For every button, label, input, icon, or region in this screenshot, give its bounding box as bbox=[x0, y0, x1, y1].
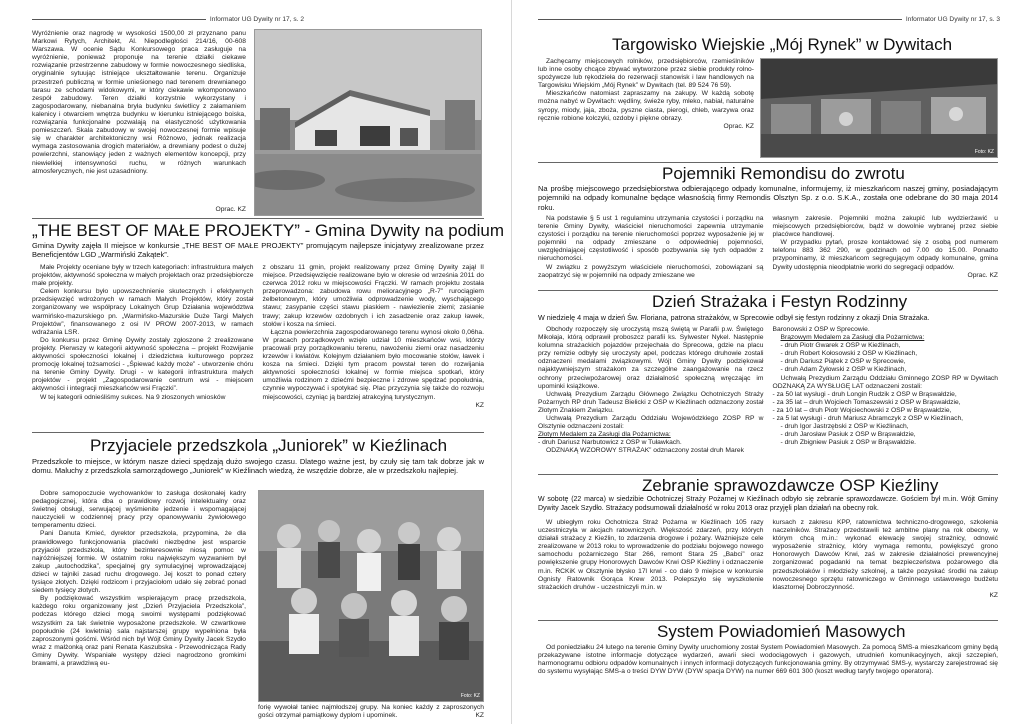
juniorek-title: Przyjaciele przedszkola „Juniorek” w Kieźlinach bbox=[90, 436, 448, 455]
remondis-paragraph: Na podstawie § 5 ust 1 regulaminu utrzymania czystości i porządku na terenie Gminy Dywity, właściciel nieruchomości zapewnia utrzymanie czystości i porządku na terenie nieruchomości poprzez wyposażenie jej w pojemniki na odpady zmieszane o odpowiedniej pojemności, uwzględniającej częstotliwość i sposób pozbywania się tych odpadów z nieruchomości. bbox=[538, 215, 764, 263]
section-divider bbox=[32, 218, 484, 219]
strazak-list-item: Złotym Medalem za Zasługi dla Pożarnictwa: bbox=[538, 431, 671, 439]
strazak-columns bbox=[538, 326, 998, 456]
remondis-columns bbox=[538, 215, 998, 280]
right-page bbox=[512, 0, 1024, 724]
zebranie-col-2 bbox=[773, 519, 999, 600]
strazak-list-item: - druh Zbigniew Pasiuk z OSP w Brąswałdzie. bbox=[780, 439, 917, 447]
strazak-list-item: - za 50 lat wysługi - druh Longin Rudzik z OSP w Brąswałdzie, bbox=[772, 390, 957, 398]
projekty-paragraph: Do konkursu przez Gminę Dywity zostały zgłoszone 2 zrealizowane projekty. Pierwszy w kategorii aktywność społeczna – projekt Rozwijanie aktywności społeczności lokalnej i dziedzictwa kulturowego poprzez promocję lokalnej tożsamości - „Śpiewać każdy może” - utworzenie chóru na terenie Gminy Dywity. Drugi - w kategorii infrastruktura małych projektów - projekt „Zagospodarowanie centrum wsi - miejscem aktywności i integracji mieszkańców wsi Frączki”. bbox=[32, 336, 254, 393]
header-rule bbox=[32, 19, 206, 20]
zebranie-col-1 bbox=[538, 519, 764, 600]
strazak-paragraph: Obchody rozpoczęły się uroczystą mszą świętą w Parafii p.w. Świętego Mikołaja, którą odprawił proboszcz parafii ks. Sylwester Nykel. Następnie kolumna strażackich pojazdów przejechała do Sprecowa, gdzie na placu przy remizie odbyły się uroczysty apel, podczas którego druhowie zostali odznaczeni medalami związkowymi. Wójt Gminy Dywity podziękował najaktywniejszym strażakom za szczególne zaangażowanie na rzecz ochrony przeciwpożarowej oraz działalność społeczną wręczając im upominki książkowe. bbox=[538, 326, 764, 390]
targowisko-signature: Oprac. KZ bbox=[723, 122, 754, 130]
zebranie-signature: KZ bbox=[989, 591, 998, 599]
section-divider bbox=[538, 290, 998, 291]
header-rule bbox=[538, 19, 902, 20]
section-divider bbox=[538, 474, 998, 475]
powiadomien-paragraph: Od poniedziałku 24 lutego na terenie Gminy Dywity uruchomiony został System Powiadomień Masowych. Za pomocą SMS-a mieszkańcom gminy będą przekazywane istotne informacje dotyczące wydarzeń, awarii sieci wodociągowych i gazowych, utrudnień komunikacyjnych, akcji szczepień, harmonogramu odbioru odpadów komunalnych i innych informacji dotyczących funkcjonowania gminy. By otrzymywać SMS-y, wystarczy zarejestrować się do systemu wysyłając SMS-a o treści DYW DYW (DYW spacja DYW) na numer 669 601 300 (koszt według taryfy twojego operatora). bbox=[538, 644, 998, 676]
projekty-paragraph: z obszaru 11 gmin, projekt realizowany przez Gminę Dywity zajął II miejsce. Przedsięwzięcie realizowane było w okresie od września 2011 do czerwca 2012 roku w miejscowości Frączki. W ramach projektu została przeprowadzona: zabudowa rowu melioracyjnego „R-7” rurociągiem żelbetonowym, który umożliwia odprowadzenie wody, wyschającego stawu; zasypanie części stawu piaskiem - nawiezienie ziemi; zasianie trawy; zakup krzewów ozdobnych i ich zasadzenie oraz zakup ławek, stołów i kosza na śmieci. bbox=[262, 264, 484, 328]
juniorek-signature: KZ bbox=[475, 712, 484, 719]
projekty-signature: KZ bbox=[475, 401, 484, 409]
top-article-text: Wyróżnienie oraz nagrodę w wysokości 1500,00 zł przyznano panu Markowi Rytych, Architekt, Al. Niepodległości 214/16, 00-608 Warszawa. W ocenie Sądu Konkursowego praca zasługuje na wyróżnienie, ponieważ proponuje na terenie działki ciekawe rozwiązanie przestrzenne zabudowy w formie nowoczesnego siedliska, oryginalnie sytuując istniejące ukształtowanie terenu. Organizuje przestrzeń publiczną w formie unieśionego nad terenem drewnianego tarasu ze schodami widokowymi, w który ciekawie wkomponowano zespół zabudowy. Teren działki korzystnie wykorzystany i zagospodarowany, niebanalna bryła budynku świetlicy z załamaniem kalenicy i otwarciem wnętrza budynku w kierunku istniejącego boiska, rozwiązania funkcjonalne pozwalają na elastyczność użytkowania pomieszczeń. Skala zabudowy w swojej nowoczesnej formie wpisuje się w charakter architektoniczny wsi Różnowo, jednak realizacja wymaga zastosowania drogich materiałów, a drewniany podest o dużej powierzchni, stanowiący jeden z ważnych elementów koncepcji, przy niewielkiej intensywności ruchu, w różnych warunkach atmosferycznych, nie jest uzasadniony. bbox=[32, 30, 246, 175]
strazak-list-item: ODZNAKĄ WZOROWY STRAŻAK” odznaczony został druh Marek bbox=[546, 447, 744, 455]
remondis-signature: Oprac. KZ bbox=[967, 271, 998, 279]
projekty-col-2 bbox=[263, 264, 485, 410]
running-head-text: Informator UG Dywity nr 17, s. 2 bbox=[209, 16, 304, 23]
powiadomien-body bbox=[538, 644, 998, 676]
running-head-right bbox=[538, 16, 1000, 23]
running-head-left bbox=[32, 16, 304, 23]
strazak-title: Dzień Strażaka i Festyn Rodzinny bbox=[652, 292, 908, 311]
zebranie-paragraph: W ubiegłym roku Ochotnicza Straż Pożarna w Kieźlinach 105 razy uczestniczyła w akcjach ratowniczych. Większość zdarzeń, przy których działali strażacy z Kieźlin, to zdarzenia drogowe i pożary. Ważniejsze cele zrealizowane w 2013 roku to wprowadzenie do podziału bojowego nowego samochodu pożarniczego Star 266, remont Stara 25 „Babci” oraz powiększenie grupy Honorowych Dawców Krwi OSP Kieźliny i odznaczenie m.in. RCKiK w Olsztynie błysko 17l krwi - co dało 9 miejsce w konkursie Ognisty Ratownik Gorąca Krew 2013. Polepszyło się wyszkolenie strażackich druhów - uczestniczyli m.in. w bbox=[538, 519, 764, 591]
zebranie-paragraph: kursach z zakresu KPP, ratownictwa techniczno-drogowego, szkolenia naczelników. Strażacy przedstawili też ambitne plany na rok obecny, w którym chcą m.in.: wykonać elewację swojej strażnicy, odnowić wyposażenie strażnicy, który wymaga remontu, powiększyć grono Honorowych Dawców Krwi, zaś w zakresie działalności prewencyjnej zorganizować pogadanki na temat bezpieczeństwa pożarowego dla przedszkolaków i młodzieży szkolnej, a także pozyskać środki na zakup nowoczesnego sprzętu ratowniczego w Gminnego ustawowego budżetu klasztornej Dobroczynność. bbox=[772, 519, 998, 591]
children-photo bbox=[258, 490, 484, 702]
strazak-list-item: - druh Jarosław Pasiuk z OSP w Brąswałdzie, bbox=[780, 431, 916, 439]
remondis-paragraph: własnym zakresie. Pojemniki można zakupić lub wydzierżawić u miejscowych przedsiębiorców, bądź w dowolnie wybranej przez siebie placówce handlowej. bbox=[772, 215, 998, 239]
market-photo-illustration bbox=[761, 59, 998, 158]
strazak-list-item: - druh Adam Żyłowski z OSP w Kieźlinach, bbox=[780, 366, 907, 374]
juniorek-paragraph: forię wywołał taniec najmłodszej grupy. Na koniec każdy z zaproszonych gości otrzymał pamiątkowy dyplom i upominek. bbox=[258, 704, 484, 720]
strazak-lede: W niedzielę 4 maja w dzień Św. Floriana, patrona strażaków, w Sprecowie odbył się festyn rodzinny z okazji Dnia Strażaka. bbox=[538, 313, 930, 322]
strazak-list-item: - druh Dariusz Narbutowicz z OSP w Tuławkach. bbox=[538, 439, 682, 447]
strazak-list-item: Uchwałą Prezydium Zarządu Oddziału Gminnego ZOSP RP w Dywitach ODZNAKĄ ZA WYSŁUGĘ LAT odznaczeni zostali: bbox=[772, 374, 998, 390]
projekty-columns bbox=[32, 264, 484, 410]
targowisko-paragraph: Zachęcamy miejscowych rolników, przedsiębiorców, rzemieślników lub inne osoby chcące zbywać wytworzone przez siebie produkty rolno-spożywcze lub rękodzieła do rezerwacji stanowisk i law handlowych na Targowisku Wiejskim „Mój Rynek” w Dywitach (tel. 89 524 76 59). bbox=[538, 58, 754, 90]
strazak-col-1 bbox=[538, 326, 764, 456]
projekty-paragraph: Małe Projekty oceniane były w trzech kategoriach: infrastruktura małych projektów, aktywność społeczna w małych projektach oraz przedsiębiorcze małe projekty. bbox=[32, 264, 254, 288]
projekty-paragraph: Łączna powierzchnia zagospodarowanego terenu wynosi około 0,06ha. W pracach porządkowych wzięło udział 10 mieszkańców wsi, którzy pracowali przy porządkowaniu terenu, nawożeniu ziemi oraz nasadzeniu krzewów i kwiatów. Kolejnym działaniem było mocowanie stołów, ławek i kosza na śmieci. Dzięki tym pracom powstał teren do rozwijania aktywności społeczności lokalnej w formie miejsca spotkań, który umożliwia rodzinom z dziećmi bezpieczne i zdrowe spędzać popołudnia, czynnie wypoczywać i spotykać się. Plac przyczynia się także do rozwoju miejscowości, czyniąc ją bardziej atrakcyjną turystycznym. bbox=[262, 328, 484, 401]
juniorek-paragraph: By podziękować wszystkim wspierającym pracę przedszkola, każdego roku organizowany jest „Dzień Przyjaciela Przedszkola”, podczas którego dzieci mogą swoimi występami podziękować wszystkim za tak świetnie wyposażone przedszkole. W czwartkowe popołudnie (24 kwietnia) sala najstarszej grupy wypełniona była zaproszonymi gośćmi. Wśród nich był Wójt Gminy Dywity Jacek Szydło wraz z małżonką oraz pani Renata Kaszubska - Przewodnicząca Rady Gminy Dywity. Wspaniałe występy dzieci nagrodzono gromkimi brawami, a prawdziwą eu- bbox=[32, 595, 246, 667]
section-divider bbox=[538, 162, 998, 163]
powiadomien-title: System Powiadomień Masowych bbox=[657, 622, 906, 641]
projekty-paragraph: W tej kategorii odnieśliśmy sukces. Na 9 złoszonych wniosków bbox=[40, 393, 226, 401]
remondis-paragraph: W przypadku pytań, prosze kontaktować się z osobą pod numerem telefonu 883 362 290, w godzinach od 7.00 do 15.00. Ponadto przypominamy, iż mieszkańcom segregującym odpady komunalne, gmina Dywity udostępnia nieodpłatnie worki do segregacji odpadów. bbox=[772, 239, 998, 271]
strazak-list-item: Baronowski z OSP w Sprecowie. bbox=[772, 326, 870, 333]
strazak-paragraph: Uchwałą Prezydium Zarządu Oddziału Wojewódzkiego ZOSP RP w Olsztynie odznaczeni zostali: bbox=[538, 415, 764, 431]
section-divider bbox=[538, 620, 998, 621]
strazak-list-item: - druh Piotr Gwarek z OSP w Kieźlinach, bbox=[780, 342, 901, 350]
strazak-list-item: - za 35 lat – druh Wojciech Tomaszewski z OSP w Brąswałdzie, bbox=[772, 398, 961, 406]
projekty-paragraph: Celem konkursu było upowszechnienie skutecznych i efektywnych przedsięwzięć wdrożonych w ramach Małych Projektów, który został zorganizowany we współpracy Lokalnych Grup Działania województwa warmińsko-mazurskiego pn. „Warmińsko-Mazurskie Duże Targi Małych Projektów”, finansowanego z osi IV PROW 2007-2013, w ramach wdrażania LSR. bbox=[32, 288, 254, 336]
section-divider bbox=[32, 432, 484, 433]
top-article bbox=[32, 30, 246, 176]
remondis-col-1 bbox=[538, 215, 764, 280]
strazak-paragraph: Uchwałą Prezydium Zarządu Głównego Związku Ochotniczych Straży Pożarnych RP druh Tadeusz Bielicki z OSP w Kieźlinach odznaczony został Złotym Znakiem Związku. bbox=[538, 390, 764, 414]
remondis-lede: Na prośbę miejscowego przedsiębiorstwa odbierającego odpady komunalne, informujemy, iż mieszkańcom naszej gminy, posiadającym pojemniki na odpady komunalne będące własnością firmy Remondis Olsztyn Sp. z o.o. S.K.A., została one odebrane do 30 maja 2014 roku. bbox=[538, 184, 998, 212]
strazak-list-item: Brązowym Medalem za Zasługi dla Pożarnictwa: bbox=[780, 334, 925, 342]
remondis-paragraph: W związku z powyższym właściciele nieruchomości, zobowiązani są zaopatrzyć się w pojemniki na odpady zmieszane we bbox=[538, 263, 764, 279]
building-photo-illustration bbox=[255, 30, 482, 216]
top-article-signature: Oprac. KZ bbox=[215, 206, 246, 213]
children-photo-illustration bbox=[259, 491, 484, 702]
market-photo bbox=[760, 58, 998, 158]
juniorek-paragraph: Pani Danuta Kmieć, dyrektor przedszkola, przypomina, że dla prawidłowego funkcjonowania placówki niezbędne jest wsparcie przyjaciół przedszkola, który bezinteresownie niosą pomoc w najróżniejszej formie. W ostatnim roku największym wyzwaniem był zakup „autochodzika”, specjalnej gry symulacyjnej wprowadzającej dzieci w tajniki zasad ruchu drogowego. Jej koszt to ponad cztery tysiące złotych. Dzięki rodzicom i przyjaciołom udało się zebrać ponad siedem tysięcy złotych. bbox=[32, 530, 246, 595]
zebranie-title: Zebranie sprawozdawcze OSP Kieźliny bbox=[642, 476, 939, 495]
strazak-col-2 bbox=[773, 326, 999, 456]
projekty-lede: Gmina Dywity zajęła II miejsce w konkursie „THE BEST OF MAŁE PROJEKTY” promującym najlepsze inicjatywy zrealizowane przez Beneficjentów LGD „Warmiński Zakątek”. bbox=[32, 241, 484, 260]
photo-credit: Foto: KZ bbox=[460, 693, 480, 699]
remondis-title: Pojemniki Remondisu do zwrotu bbox=[662, 164, 905, 183]
zebranie-columns bbox=[538, 519, 998, 600]
projekty-title: „THE BEST OF MAŁE PROJEKTY” - Gmina Dywity na podium bbox=[32, 221, 505, 240]
juniorek-lede: Przedszkole to miejsce, w którym nasze dzieci spędzają dużo swojego czasu. Dlatego ważne jest, by czuły się tam tak dobrze jak w domu. Maluchy z przedszkola samorządowego „Juniorek” w Kieźlinach wiedzą, że wszędzie dobrze, ale w przedszkolu najlepiej. bbox=[32, 457, 484, 476]
juniorek-col-1 bbox=[32, 490, 246, 668]
photo-credit: Foto: KZ bbox=[974, 149, 994, 155]
strazak-list-item: - druh Dariusz Piątek z OSP w Sprecowie, bbox=[780, 358, 906, 366]
building-photo bbox=[254, 29, 482, 216]
juniorek-paragraph: Dobre samopoczucie wychowanków to zasługa doskonałej kadry pedagogicznej, która dba o prawidłowy rozwój intelektualny oraz świetnej obsługi, serwującej wyśmienite jedzenie i wspomagającej nauczycieli w codziennej pracy przy opanowywaniu żywiołowego temperamentu dzieci. bbox=[32, 490, 246, 530]
targowisko-title: Targowisko Wiejskie „Mój Rynek” w Dywitach bbox=[612, 35, 953, 54]
running-head-text: Informator UG Dywity nr 17, s. 3 bbox=[905, 16, 1000, 23]
zebranie-lede: W sobotę (22 marca) w siedzibie Ochotniczej Straży Pożarnej w Kieźlinach odbyło się zebranie sprawozdawcze. Gościem był m.in. Wójt Gminy Dywity Jacek Szydło. Strażacy podsumowali działalność w roku 2013 oraz przyjęli plan działań na obecny rok. bbox=[538, 496, 998, 512]
remondis-col-2 bbox=[773, 215, 999, 280]
strazak-list-item: - za 5 lat wysługi - druh Mariusz Abramczyk z OSP w Kieźlinach, bbox=[772, 415, 964, 423]
strazak-list-item: - druh Igor Jastrzębski z OSP w Kieźlinach, bbox=[780, 423, 909, 431]
projekty-col-1 bbox=[32, 264, 254, 410]
strazak-list-item: - za 10 lat – druh Piotr Wojciechowski z OSP w Brąswałdzie, bbox=[772, 406, 952, 414]
targowisko-paragraph: Mieszkańców natomiast zapraszamy na zakupy. W każdą sobotę można nabyć w Dywitach: wędliny, świeże ryby, mleko, nabiał, naturalne syropy, miody, jaja, zboża, pyszne ciasta, pierogi, chleb, warzywa oraz ręcznie robione kolczyki, ozdoby i piękne obrazy. bbox=[538, 90, 754, 122]
strazak-list-item: - druh Robert Kołosowski z OSP w Kieźlinach, bbox=[780, 350, 918, 358]
targowisko-text bbox=[538, 58, 754, 131]
